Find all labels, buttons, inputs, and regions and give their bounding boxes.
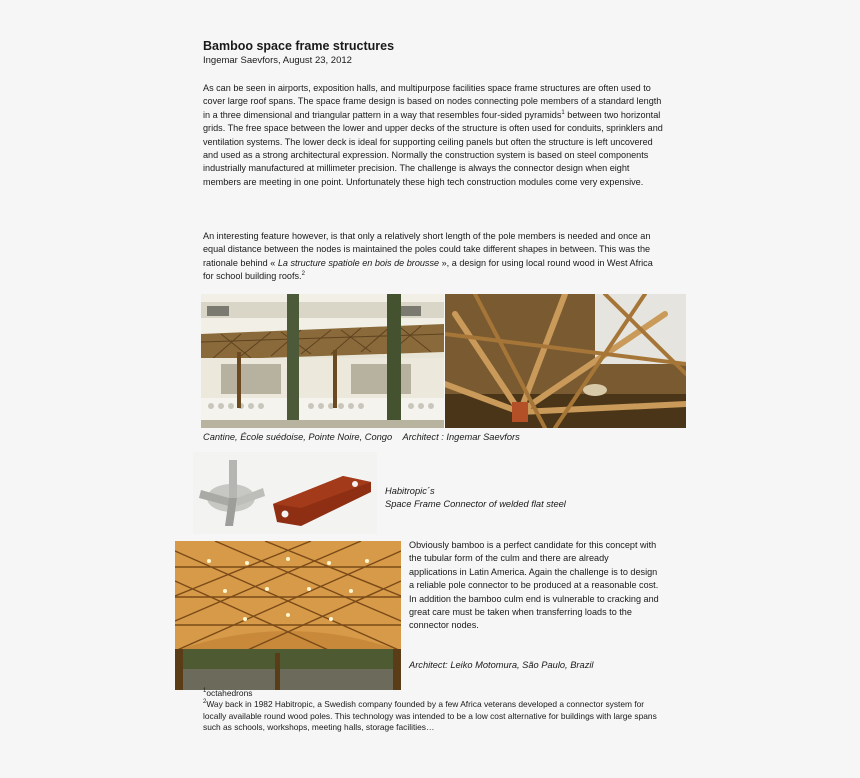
- intro-paragraph: [203, 82, 663, 189]
- feature-paragraph: [203, 230, 663, 284]
- connector-caption-line1: Habitropic´s: [385, 486, 435, 496]
- space-frame-interior-photo: [445, 294, 686, 428]
- footnote-ref-2: 2: [301, 271, 305, 278]
- footnote-2-text: Way back in 1982 Habitropic, a Swedish company founded by a few Africa veterans developed a connector system for locally available round wood poles. This technology was intended to be a low cost alternative for buildings with large spans such as schools, workshops, meeting halls, storage facilities…: [203, 699, 657, 732]
- document-title: Bamboo space frame structures: [203, 39, 395, 53]
- intro-text-a: As can be seen in airports, exposition halls, and multipurpose facilities space frame structures are often used to cover large roof spans. The space frame design is based on nodes connecting pole members of a standard length in a three dimensional and triangular pattern in a way that resembles four-sided pyramids: [203, 83, 662, 120]
- canteen-building-illustration: [201, 294, 444, 428]
- feature-italic-title: La structure spatiole en bois de brousse: [277, 257, 440, 268]
- connector-photo: [193, 452, 377, 534]
- caption-architect: Architect : Ingemar Saevfors: [402, 432, 520, 442]
- footnote-1: [203, 688, 252, 700]
- footnote-2: [203, 699, 658, 734]
- intro-text-b: between two horizontal grids. The free space between the lower and upper decks of the structure is often used for conduits, sprinklers and ventilation systems. The lower deck is ideal for supporting ceiling panels but often the structure is left uncovered and used as a strong architectural expression. Normally the construction system is based on steel components industrially manufactured at millimeter precision. The challenge is always the connector design when eight members are meeting in one point. Unfortunately these high tech construction modules come very expensive.: [203, 109, 663, 187]
- space-frame-interior-illustration: [445, 294, 686, 428]
- canteen-building-photo: [201, 294, 444, 428]
- footnote-1-text: octahedrons: [206, 688, 253, 698]
- bamboo-roof-caption: Architect: Leiko Motomura, São Paulo, Brazil: [409, 660, 594, 670]
- bamboo-paragraph: Obviously bamboo is a perfect candidate for this concept with the tubular form of the culm and there are already applications in Latin America. Again the challenge is to design a reliable pole connector to be produced at a reasonable cost. In addition the bamboo culm end is vulnerable to cracking and great care must be taken when transferring loads to the connector nodes.: [409, 540, 659, 631]
- feature-text-b: », a design for using local round wood in West Africa for school building roofs.: [203, 257, 653, 282]
- photo-caption-1: [203, 432, 520, 442]
- footnote-ref-1: 1: [561, 109, 565, 116]
- feature-text-a: An interesting feature however, is that only a relatively short length of the pole members is needed and once an equal distance between the nodes is maintained the poles could take different shapes in between. This was the rationale behind «: [203, 231, 651, 268]
- connector-illustration: [193, 452, 377, 534]
- connector-caption: [385, 485, 566, 511]
- connector-caption-line2: Space Frame Connector of welded flat steel: [385, 499, 566, 509]
- author-date-line: Ingemar Saevfors, August 23, 2012: [203, 55, 352, 66]
- caption-location: Cantine, École suédoise, Pointe Noire, Congo: [203, 432, 393, 442]
- bamboo-roof-photo: [175, 541, 401, 690]
- footnote-2-number: 2: [203, 699, 207, 705]
- footnote-1-number: 1: [203, 688, 207, 694]
- bamboo-roof-illustration: [175, 541, 401, 690]
